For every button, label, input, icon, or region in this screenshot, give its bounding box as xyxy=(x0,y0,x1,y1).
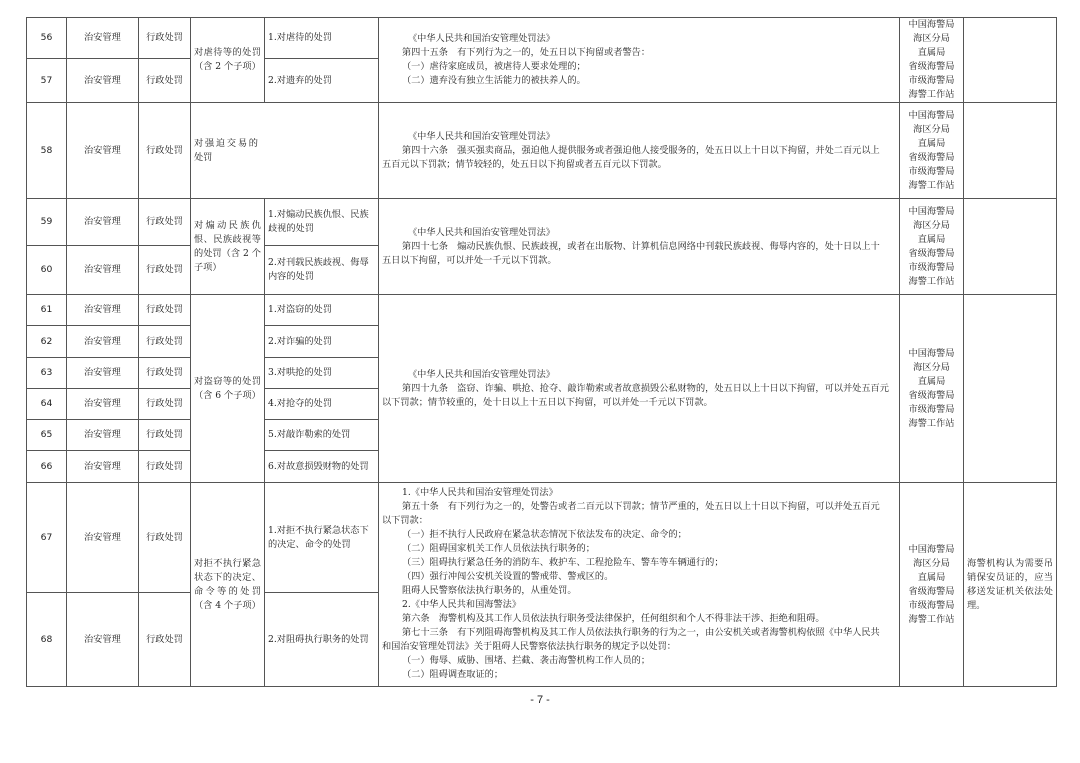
agency-line: 市级海警局 xyxy=(908,403,955,415)
sub-item: 2.对遗弃的处罚 xyxy=(265,59,379,103)
type-cell: 行政处罚 xyxy=(139,593,191,687)
legal-basis xyxy=(379,483,900,687)
agency-line: 市级海警局 xyxy=(908,599,955,611)
category-cell: 治安管理 xyxy=(67,199,139,246)
type-cell: 行政处罚 xyxy=(139,451,191,483)
agency-line: 海区分局 xyxy=(913,33,950,44)
implementing-agency xyxy=(900,199,964,295)
agency-line: 海警工作站 xyxy=(908,275,955,287)
basis-line: 以下罚款： xyxy=(382,515,428,526)
sub-item: 1.对盗窃的处罚 xyxy=(265,295,379,326)
basis-line: 1.《中华人民共和国治安管理处罚法》 xyxy=(402,487,558,498)
basis-line: （四）强行冲闯公安机关设置的警戒带、警戒区的。 xyxy=(402,571,614,582)
agency-line: 直属局 xyxy=(917,571,946,583)
agency-line: 中国海警局 xyxy=(908,19,955,30)
agency-line: 海区分局 xyxy=(913,123,950,135)
row-number: 57 xyxy=(27,59,67,103)
agency-line: 中国海警局 xyxy=(908,347,955,359)
row-number: 59 xyxy=(27,199,67,246)
row-number: 63 xyxy=(27,358,67,389)
category-cell: 治安管理 xyxy=(67,483,139,593)
basis-line: 和国治安管理处罚法》关于阻碍人民警察依法执行职务的规定予以处罚： xyxy=(382,641,676,652)
basis-line: 第四十九条 盗窃、诈骗、哄抢、抢夺、敲诈勒索或者故意损毁公私财物的，处五日以上十日以下拘留，可以并处五百元 xyxy=(402,382,889,394)
type-cell: 行政处罚 xyxy=(139,389,191,420)
sub-item: 1.对煽动民族仇恨、民族歧视的处罚 xyxy=(265,199,379,246)
agency-line: 海警工作站 xyxy=(908,613,955,625)
agency-line: 直属局 xyxy=(917,375,946,387)
agency-line: 直属局 xyxy=(917,47,946,58)
basis-line: 五日以下拘留，可以并处一千元以下罚款。 xyxy=(382,254,557,266)
basis-line: 第五十条 有下列行为之一的，处警告或者二百元以下罚款；情节严重的，处五日以上十日以下拘留，可以并处五百元 xyxy=(402,501,880,512)
group-name: 对虐待等的处罚（含 2 个子项） xyxy=(191,18,265,103)
category-cell: 治安管理 xyxy=(67,420,139,451)
basis-line: 以下罚款；情节较重的，处十日以上十五日以下拘留，可以并处一千元以下罚款。 xyxy=(382,396,713,408)
agency-line: 中国海警局 xyxy=(908,543,955,555)
agency-line: 省级海警局 xyxy=(908,151,955,163)
type-cell: 行政处罚 xyxy=(139,18,191,59)
basis-line: （二）阻碍国家机关工作人员依法执行职务的； xyxy=(402,543,595,554)
agency-line: 省级海警局 xyxy=(908,247,955,259)
basis-line: 第四十五条 有下列行为之一的，处五日以下拘留或者警告： xyxy=(402,47,651,58)
agency-line: 市级海警局 xyxy=(908,75,955,86)
basis-line: （一）虐待家庭成员，被虐待人要求处理的； xyxy=(402,61,586,72)
type-cell: 行政处罚 xyxy=(139,420,191,451)
category-cell: 治安管理 xyxy=(67,18,139,59)
table-row xyxy=(27,103,1057,199)
agency-line: 市级海警局 xyxy=(908,261,955,273)
implementing-agency xyxy=(900,483,964,687)
sub-item: 1.对虐待的处罚 xyxy=(265,18,379,59)
agency-line: 中国海警局 xyxy=(908,109,955,121)
note-cell xyxy=(964,18,1057,103)
page-number: - 7 - xyxy=(530,694,550,706)
legal-basis xyxy=(379,199,900,295)
group-name: 对煽动民族仇恨、民族歧视等的处罚（含 2 个子项） xyxy=(191,199,265,295)
basis-line: 第四十七条 煽动民族仇恨、民族歧视，或者在出版物、计算机信息网络中刊载民族歧视、侮辱内容的，处十日以上十 xyxy=(402,240,880,252)
table-row xyxy=(27,18,1057,59)
agency-line: 海警工作站 xyxy=(908,89,955,100)
row-number: 68 xyxy=(27,593,67,687)
implementing-agency xyxy=(900,103,964,199)
basis-line: 2.《中华人民共和国海警法》 xyxy=(402,599,522,610)
agency-line: 省级海警局 xyxy=(908,61,955,72)
agency-line: 海区分局 xyxy=(913,557,950,569)
row-number: 67 xyxy=(27,483,67,593)
sub-item: 1.对拒不执行紧急状态下的决定、命令的处罚 xyxy=(265,483,379,593)
note-cell: 海警机构认为需要吊销保安员证的，应当移送发证机关依法处理。 xyxy=(964,483,1057,687)
row-number: 61 xyxy=(27,295,67,326)
group-name: 对拒不执行紧急状态下的决定、命令等的处罚（含 4 个子项） xyxy=(191,483,265,687)
basis-line: 《中华人民共和国治安管理处罚法》 xyxy=(408,368,555,380)
basis-line: 《中华人民共和国治安管理处罚法》 xyxy=(408,33,555,44)
basis-line: 第七十三条 有下列阻碍海警机构及其工作人员依法执行职务的行为之一，由公安机关或者海警机构依照《中华人民共 xyxy=(402,627,880,638)
sub-item: 6.对故意损毁财物的处罚 xyxy=(265,451,379,483)
group-name: 对盗窃等的处罚（含 6 个子项） xyxy=(191,295,265,483)
agency-line: 海警工作站 xyxy=(908,179,955,191)
table-row xyxy=(27,295,1057,326)
basis-line: 《中华人民共和国治安管理处罚法》 xyxy=(408,226,555,238)
group-name: 对强迫交易的处罚 xyxy=(191,103,379,199)
agency-line: 市级海警局 xyxy=(908,165,955,177)
sub-item: 4.对抢夺的处罚 xyxy=(265,389,379,420)
agency-line: 直属局 xyxy=(917,233,946,245)
note-cell xyxy=(964,103,1057,199)
category-cell: 治安管理 xyxy=(67,593,139,687)
row-number: 65 xyxy=(27,420,67,451)
category-cell: 治安管理 xyxy=(67,59,139,103)
implementing-agency xyxy=(900,18,964,103)
basis-line: （二）阻碍调查取证的； xyxy=(402,669,504,680)
row-number: 66 xyxy=(27,451,67,483)
agency-line: 海警工作站 xyxy=(908,417,955,429)
type-cell: 行政处罚 xyxy=(139,326,191,358)
table-row xyxy=(27,483,1057,593)
category-cell: 治安管理 xyxy=(67,451,139,483)
table-row xyxy=(27,199,1057,246)
category-cell: 治安管理 xyxy=(67,326,139,358)
category-cell: 治安管理 xyxy=(67,246,139,295)
type-cell: 行政处罚 xyxy=(139,59,191,103)
basis-line: 第四十六条 强买强卖商品，强迫他人提供服务或者强迫他人接受服务的，处五日以上十日以下拘留，并处二百元以上 xyxy=(402,144,880,156)
note-cell xyxy=(964,295,1057,483)
type-cell: 行政处罚 xyxy=(139,246,191,295)
agency-line: 海区分局 xyxy=(913,361,950,373)
type-cell: 行政处罚 xyxy=(139,358,191,389)
row-number: 58 xyxy=(27,103,67,199)
type-cell: 行政处罚 xyxy=(139,295,191,326)
agency-line: 中国海警局 xyxy=(908,205,955,217)
row-number: 56 xyxy=(27,18,67,59)
note-cell xyxy=(964,199,1057,295)
basis-line: （一）拒不执行人民政府在紧急状态情况下依法发布的决定、命令的； xyxy=(402,529,687,540)
implementing-agency xyxy=(900,295,964,483)
basis-line: 第六条 海警机构及其工作人员依法执行职务受法律保护，任何组织和个人不得非法干涉、拒绝和阻碍。 xyxy=(402,613,825,624)
type-cell: 行政处罚 xyxy=(139,103,191,199)
type-cell: 行政处罚 xyxy=(139,199,191,246)
legal-basis xyxy=(379,295,900,483)
category-cell: 治安管理 xyxy=(67,389,139,420)
basis-line: （二）遗弃没有独立生活能力的被扶养人的。 xyxy=(402,75,586,86)
sub-item: 3.对哄抢的处罚 xyxy=(265,358,379,389)
basis-line: 《中华人民共和国治安管理处罚法》 xyxy=(408,130,555,142)
basis-line: （三）阻碍执行紧急任务的消防车、救护车、工程抢险车、警车等车辆通行的； xyxy=(402,557,724,568)
legal-basis xyxy=(379,103,900,199)
category-cell: 治安管理 xyxy=(67,358,139,389)
basis-line: （一）侮辱、威胁、围堵、拦截、袭击海警机构工作人员的； xyxy=(402,655,651,666)
row-number: 62 xyxy=(27,326,67,358)
sub-item: 2.对刊载民族歧视、侮辱内容的处罚 xyxy=(265,246,379,295)
row-number: 60 xyxy=(27,246,67,295)
category-cell: 治安管理 xyxy=(67,103,139,199)
legal-basis xyxy=(379,18,900,103)
sub-item: 2.对诈骗的处罚 xyxy=(265,326,379,358)
agency-line: 直属局 xyxy=(917,137,946,149)
sub-item: 2.对阻碍执行职务的处罚 xyxy=(265,593,379,687)
basis-line: 阻碍人民警察依法执行职务的，从重处罚。 xyxy=(402,585,577,596)
row-number: 64 xyxy=(27,389,67,420)
authority-list-table xyxy=(26,17,1057,687)
basis-line: 五百元以下罚款；情节较轻的，处五日以下拘留或者五百元以下罚款。 xyxy=(382,158,667,170)
category-cell: 治安管理 xyxy=(67,295,139,326)
agency-line: 海区分局 xyxy=(913,219,950,231)
agency-line: 省级海警局 xyxy=(908,585,955,597)
sub-item: 5.对敲诈勒索的处罚 xyxy=(265,420,379,451)
agency-line: 省级海警局 xyxy=(908,389,955,401)
type-cell: 行政处罚 xyxy=(139,483,191,593)
